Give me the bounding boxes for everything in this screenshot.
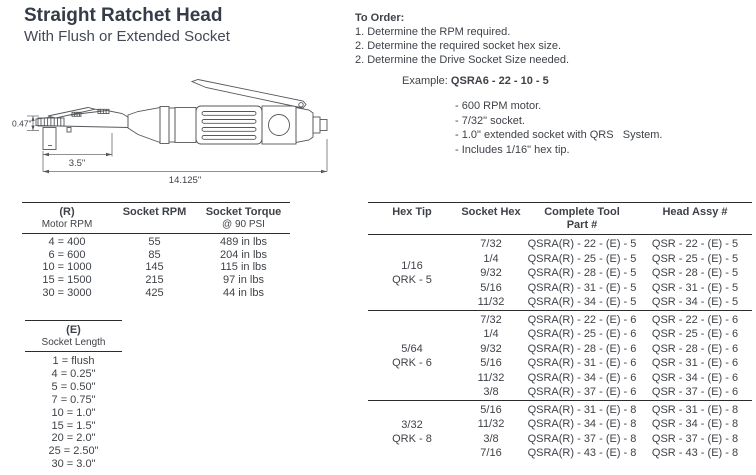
length-table-cell: 1 = flush [52,355,95,367]
rpm-table-cell: 489 in lbs [219,236,268,248]
to-order-step: 2. Determine the Drive Socket Size needed. [355,54,570,66]
hex-tip-line: 3/32 [401,418,423,431]
order-table-cell: QSRA(R) - 34 - (E) - 6 [527,371,637,384]
order-table-cell: QSR - 22 - (E) - 6 [651,313,739,326]
dim-head-height-label: 0.47" [12,118,32,129]
hex-tip-line: QRK - 5 [392,274,432,287]
example-label: Example: [402,75,448,87]
length-table-row [25,432,122,445]
length-header-row [25,321,122,352]
order-table-cell: 3/8 [483,432,499,445]
order-table-cell: QSRA(R) - 28 - (E) - 6 [527,342,637,355]
length-header [25,321,122,352]
title-block [24,5,230,46]
example-code: QSRA6 - 22 - 10 - 5 [450,75,549,87]
order-header-socket-hex [456,203,526,235]
rpm-table [22,202,290,300]
hex-tip-line: 1/16 [401,260,423,273]
rpm-header-psi-label: @ 90 PSI [222,219,265,230]
order-table-cell: 5/16 [480,403,502,416]
order-table-cell: QSR - 37 - (E) - 8 [651,432,739,445]
order-table-cell: QSRA(R) - 22 - (E) - 6 [527,313,637,326]
order-table-cell: QSR - 25 - (E) - 5 [651,252,739,265]
order-table-cell: QSR - 37 - (E) - 6 [651,386,739,398]
rpm-table-row [22,249,290,262]
order-table-cell: QSR - 22 - (E) - 5 [651,238,739,250]
tool-line-art [36,80,327,150]
length-table-header [25,321,122,352]
to-order-step: 1. Determine the RPM required. [355,26,511,38]
length-table-body [25,352,122,472]
hex-tip-cell [368,235,456,311]
length-table-row [25,368,122,381]
order-table-cell: 11/32 [477,296,505,308]
example-note: - 600 RPM motor. [455,100,542,112]
length-table-cell: 25 = 2.50" [48,445,99,458]
to-order-heading: To Order: [355,12,405,24]
order-table-group [368,235,752,311]
hex-tip-cell [368,400,456,461]
hex-tip-line: QRK - 6 [392,357,432,369]
length-table-cell: 20 = 2.0" [51,432,96,445]
rpm-header-r-code: (R) [59,206,75,218]
order-header-row [368,203,752,235]
example-note: - 1.0" extended socket with QRS System. [455,129,663,142]
rpm-table-cell: 97 in lbs [223,274,264,287]
rpm-table-row [22,287,290,300]
order-table-cell: QSRA(R) - 34 - (E) - 8 [527,418,637,430]
length-table-row [25,394,122,407]
order-table-cell: QSR - 43 - (E) - 8 [651,447,739,459]
rpm-table-body [22,234,290,300]
order-table-cell: QSRA(R) - 37 - (E) - 8 [527,432,637,445]
order-table-cell: QSR - 34 - (E) - 5 [651,296,739,308]
order-header-head-assy [638,203,752,235]
rpm-header-row [22,203,290,234]
order-table-cell: 7/16 [480,447,502,459]
order-table [368,202,752,461]
length-table-cell: 4 = 0.25" [51,367,96,380]
order-table-cell: 9/32 [480,267,502,279]
order-table-cell: QSRA(R) - 31 - (E) - 5 [527,281,637,294]
order-header-hex-tip-label: Hex Tip [392,206,432,218]
order-table-row [368,310,752,327]
rpm-table-cell: 215 [145,274,164,287]
order-table-cell: 7/32 [480,238,502,250]
order-table-cell: 11/32 [477,371,505,384]
hex-tip-line: 5/64 [401,343,423,355]
length-header-e-code: (E) [66,324,81,336]
order-table-row [368,400,752,417]
order-table-cell: 5/16 [480,357,502,369]
hex-tip-line: QRK - 8 [392,432,432,445]
order-table-cell: QSR - 34 - (E) - 8 [651,418,739,430]
order-table-cell: QSR - 25 - (E) - 6 [651,328,739,340]
rpm-header-torque-label: Socket Torque [205,206,282,218]
order-table-cell: QSR - 28 - (E) - 6 [651,342,739,355]
dim-head-length-label: 3.5" [68,158,86,169]
rpm-header-motor [22,203,112,234]
page-subtitle: With Flush or Extended Socket [24,28,230,45]
tool-diagram [10,75,350,195]
hex-tip-cell [368,310,456,400]
example-note: - Includes 1/16" hex tip. [455,143,570,156]
order-table-cell: QSRA(R) - 22 - (E) - 5 [527,238,637,250]
order-table-cell: 3/8 [483,386,499,398]
order-table-cell: QSR - 34 - (E) - 6 [651,371,739,384]
rpm-table-cell: 10 = 1000 [42,261,92,274]
length-table-cell: 15 = 1.5" [51,419,96,432]
order-table-group [368,310,752,400]
rpm-table-cell: 44 in lbs [223,286,264,299]
length-table-row [25,458,122,471]
length-table-row [25,445,122,458]
order-table-cell: 5/16 [480,281,502,294]
rpm-header-motor-label: Motor RPM [41,219,93,230]
length-table [25,320,122,471]
to-order-step: 2. Determine the required socket hex size. [355,40,562,52]
length-table-cell: 7 = 0.75" [51,393,96,406]
example-note: - 7/32" socket. [455,114,525,127]
rpm-table-cell: 145 [145,261,164,274]
order-table-cell: QSRA(R) - 43 - (E) - 8 [527,447,637,459]
length-table-row [25,407,122,420]
rpm-table-header [22,203,290,234]
rpm-table-row [22,274,290,287]
order-table-cell: QSR - 31 - (E) - 5 [651,281,739,294]
rpm-header-socket-rpm [112,203,197,234]
rpm-table-cell: 4 = 400 [48,236,86,248]
rpm-table-cell: 85 [148,248,161,261]
order-table-cell: 7/32 [480,313,502,326]
order-header-complete-tool [526,203,638,235]
order-table-cell: QSRA(R) - 28 - (E) - 5 [527,267,637,279]
order-table-cell: 9/32 [480,342,502,355]
to-order-block [355,11,569,67]
example-row [402,75,549,87]
length-header-label: Socket Length [41,337,106,348]
order-table-cell: QSRA(R) - 25 - (E) - 6 [527,328,637,340]
order-header-head-assy-label: Head Assy # [662,206,728,218]
rpm-header-torque [197,203,290,234]
order-table-cell: QSR - 31 - (E) - 6 [651,357,739,369]
page-title: Straight Ratchet Head [24,5,223,26]
rpm-header-socket-rpm-label: Socket RPM [122,206,187,218]
dim-overall-length-label: 14.125" [168,175,202,186]
length-table-row [25,381,122,394]
example-notes [455,99,663,157]
order-table-cell: QSR - 31 - (E) - 8 [651,403,739,416]
order-header-complete-tool-label: Complete Tool [544,206,620,218]
order-table-cell: QSRA(R) - 37 - (E) - 6 [527,386,637,398]
order-table-cell: QSRA(R) - 31 - (E) - 8 [527,403,637,416]
order-table-cell: 1/4 [483,252,499,265]
order-table-header [368,203,752,235]
rpm-table-cell: 6 = 600 [48,248,86,261]
length-table-cell: 5 = 0.50" [51,380,96,393]
length-table-cell: 30 = 3.0" [51,458,96,471]
order-table-cell: QSRA(R) - 34 - (E) - 5 [527,296,637,308]
length-table-cell: 10 = 1.0" [51,406,96,419]
length-table-row [25,420,122,433]
order-table-cell: QSRA(R) - 25 - (E) - 5 [527,252,637,265]
order-table-cell: 1/4 [483,328,499,340]
rpm-table-row [22,234,290,249]
order-header-part-label: Part # [566,219,598,231]
rpm-table-cell: 55 [148,236,161,248]
order-header-socket-hex-label: Socket Hex [461,206,521,218]
rpm-table-row [22,261,290,274]
order-table-cell: QSRA(R) - 31 - (E) - 6 [527,357,637,369]
length-table-row [25,352,122,368]
order-table-cell: 11/32 [477,418,505,430]
rpm-table-cell: 115 in lbs [220,261,267,274]
rpm-table-cell: 204 in lbs [219,248,268,261]
order-table-row [368,235,752,252]
order-table-cell: QSR - 28 - (E) - 5 [651,267,739,279]
rpm-table-cell: 30 = 3000 [42,286,92,299]
order-table-group [368,400,752,461]
rpm-table-cell: 425 [145,286,164,299]
order-header-hex-tip [368,203,456,235]
rpm-table-cell: 15 = 1500 [42,274,92,287]
